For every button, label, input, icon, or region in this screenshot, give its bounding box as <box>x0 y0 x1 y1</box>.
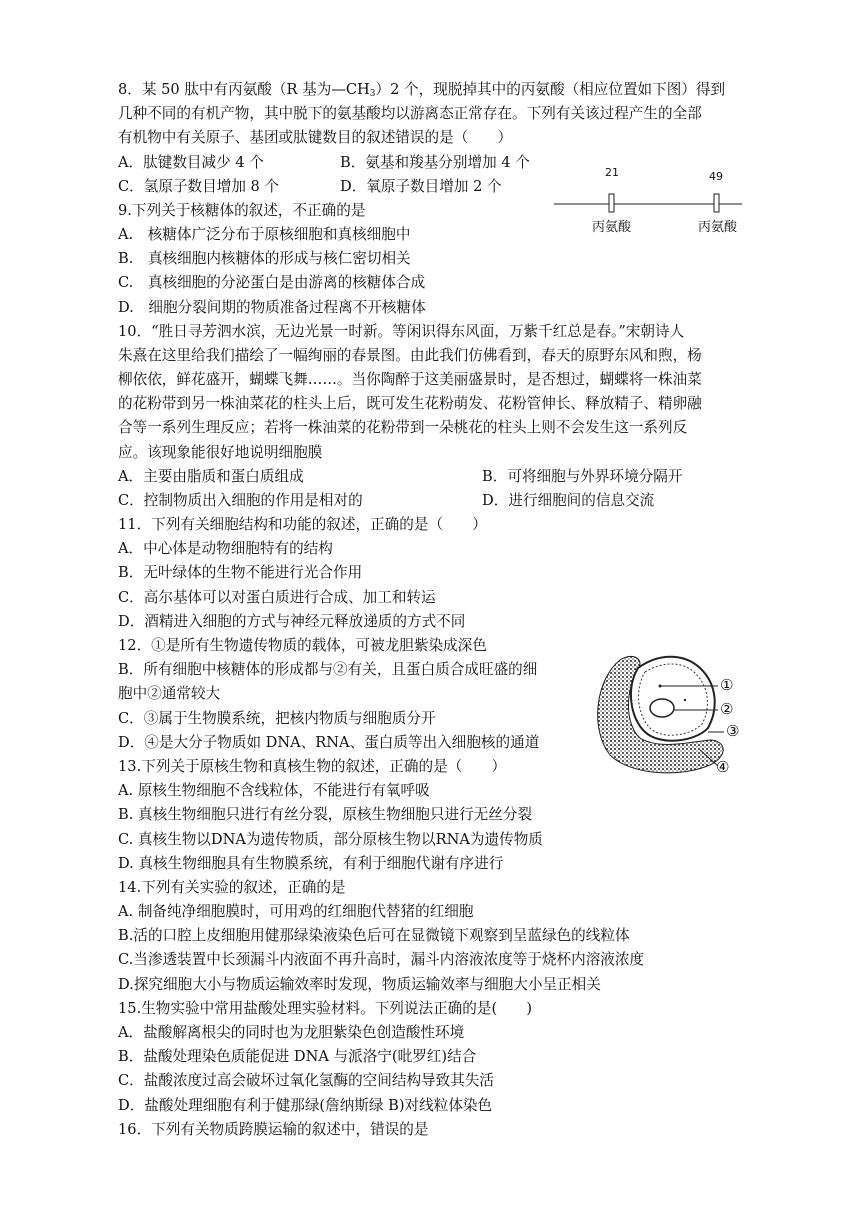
label-2: ② <box>720 700 734 718</box>
q14-option-a: A. 制备纯净细胞膜时，可用鸡的红细胞代替猪的红细胞 <box>118 903 474 920</box>
q13-option-a: A. 原核生物细胞不含线粒体，不能进行有氧呼吸 <box>118 782 430 799</box>
q9-option-d: D. 细胞分裂间期的物质准备过程离不开核糖体 <box>118 299 426 316</box>
q11-option-b: B．无叶绿体的生物不能进行光合作用 <box>118 564 363 581</box>
q10-line4: 的花粉带到另一株油菜花的柱头上后，既可发生花粉萌发、花粉管伸长、释放精子、精卵融 <box>118 395 702 412</box>
nuclear-envelope <box>631 657 715 741</box>
q10-line5: 合等一系列生理反应；若将一株油菜的花粉带到一朵桃花的柱头上则不会发生这一系列反 <box>118 419 688 436</box>
q9-option-b: B. 真核细胞内核糖体的形成与核仁密切相关 <box>118 250 411 267</box>
q8-option-a: A．肽键数目减少 4 个 <box>118 154 264 171</box>
q11-option-c: C．高尔基体可以对蛋白质进行合成、加工和转运 <box>118 589 436 606</box>
q10-line6: 应。该现象能很好地说明细胞膜 <box>118 444 323 461</box>
q13-stem: 13.下列关于原核生物和真核生物的叙述，正确的是（ ） <box>118 758 507 775</box>
q10-option-a: A．主要由脂质和蛋白质组成 <box>118 468 304 485</box>
q15-option-a: A．盐酸解离根尖的同时也为龙胆紫染色创造酸性环境 <box>118 1024 465 1041</box>
q8-line3: 有机物中有关原子、基团或肽键数目的叙述错误的是（ ） <box>118 129 513 146</box>
chromatin-dot <box>684 699 686 701</box>
q10-line2: 朱熹在这里给我们描绘了一幅绚丽的春景图。由此我们仿佛看到，春天的原野东风和煦，杨 <box>118 347 702 364</box>
label-1: ① <box>720 676 734 694</box>
q12-option-b-line2: 胞中②通常较大 <box>118 685 221 702</box>
q15-stem: 15.生物实验中常用盐酸处理实验材料。下列说法正确的是( ) <box>118 1000 533 1017</box>
position-21-label: 21 <box>605 166 619 179</box>
q10-option-c: C．控制物质出入细胞的作用是相对的 <box>118 492 363 509</box>
q8-option-c: C．氢原子数目增加 8 个 <box>118 178 280 195</box>
q9-option-a: A. 核糖体广泛分布于原核细胞和真核细胞中 <box>118 226 411 243</box>
q9-option-c: C. 真核细胞的分泌蛋白是由游离的核糖体合成 <box>118 274 426 291</box>
cell-nucleus-figure <box>590 640 770 780</box>
q8-line1-text-a: 8．某 50 肽中有丙氨酸（R 基为—CH <box>118 81 370 98</box>
q9-stem: 9.下列关于核糖体的叙述，不正确的是 <box>118 202 366 219</box>
q11-stem: 11．下列有关细胞结构和功能的叙述，正确的是（ ） <box>118 516 487 533</box>
label-4: ④ <box>716 758 730 776</box>
q10-line1: 10．“胜日寻芳泗水滨，无边光景一时新。等闲识得东风面，万紫千红总是春。”宋朝诗人 <box>118 323 685 340</box>
q10-line3: 柳依依，鲜花盛开，蝴蝶飞舞……。当你陶醉于这美丽盛景时，是否想过，蝴蝶将一株油菜 <box>118 371 702 388</box>
q8-line2: 几种不同的有机产物，其中脱下的氨基酸均以游离态正常存在。下列有关该过程产生的全部 <box>118 105 702 122</box>
alanine-marker-21 <box>609 194 614 212</box>
q8-line1 <box>118 80 725 104</box>
q14-option-c: C.当渗透装置中长颈漏斗内液面不再升高时，漏斗内溶液浓度等于烧杯内溶液浓度 <box>118 951 645 968</box>
q15-option-d: D．盐酸处理细胞有利于健那绿(詹纳斯绿 B)对线粒体染色 <box>118 1097 493 1114</box>
q13-option-d: D. 真核生物细胞具有生物膜系统，有利于细胞代谢有序进行 <box>118 855 504 872</box>
q12-option-c: C．③属于生物膜系统，把核内物质与细胞质分开 <box>118 710 436 727</box>
q8-option-d: D．氧原子数目增加 2 个 <box>340 178 502 195</box>
q14-stem: 14.下列有关实验的叙述，正确的是 <box>118 879 346 896</box>
label-3: ③ <box>726 722 740 740</box>
nucleus-diagram <box>590 640 770 780</box>
q10-option-d: D．进行细胞间的信息交流 <box>482 492 655 509</box>
alanine-label-2: 丙氨酸 <box>698 220 738 235</box>
q14-option-d: D.探究细胞大小与物质运输效率时发现，物质运输效率与细胞大小呈正相关 <box>118 976 601 993</box>
q12-option-d: D．④是大分子物质如 DNA、RNA、蛋白质等出入细胞核的通道 <box>118 734 540 751</box>
q11-option-d: D．酒精进入细胞的方式与神经元释放递质的方式不同 <box>118 613 466 630</box>
alanine-label-1: 丙氨酸 <box>592 220 632 235</box>
q10-option-b: B．可将细胞与外界环境分隔开 <box>482 468 683 485</box>
q13-option-b: B. 真核生物细胞只进行有丝分裂，原核生物细胞只进行无丝分裂 <box>118 806 533 823</box>
q8-subscript: 3 <box>369 89 376 99</box>
q15-option-b: B．盐酸处理染色质能促进 DNA 与派洛宁(吡罗红)结合 <box>118 1048 477 1065</box>
q14-option-b: B.活的口腔上皮细胞用健那绿染液染色后可在显微镜下观察到呈蓝绿色的线粒体 <box>118 927 630 944</box>
q12-stem: 12．①是所有生物遗传物质的载体，可被龙胆紫染成深色 <box>118 637 487 654</box>
q8-option-b: B．氨基和羧基分别增加 4 个 <box>340 154 530 171</box>
alanine-marker-49 <box>714 194 719 212</box>
q16-stem: 16．下列有关物质跨膜运输的叙述中，错误的是 <box>118 1121 429 1138</box>
q11-option-a: A．中心体是动物细胞特有的结构 <box>118 540 333 557</box>
peptide-chain-figure <box>552 160 752 240</box>
q12-option-b-line1: B．所有细胞中核糖体的形成都与②有关，且蛋白质合成旺盛的细 <box>118 661 538 678</box>
q8-line1-text-b: ）2 个，现脱掉其中的丙氨酸（相应位置如下图）得到 <box>375 81 726 98</box>
position-49-label: 49 <box>709 170 723 183</box>
q13-option-c: C. 真核生物以DNA为遗传物质，部分原核生物以RNA为遗传物质 <box>118 831 543 848</box>
q15-option-c: C．盐酸浓度过高会破坏过氧化氢酶的空间结构导致其失活 <box>118 1072 495 1089</box>
